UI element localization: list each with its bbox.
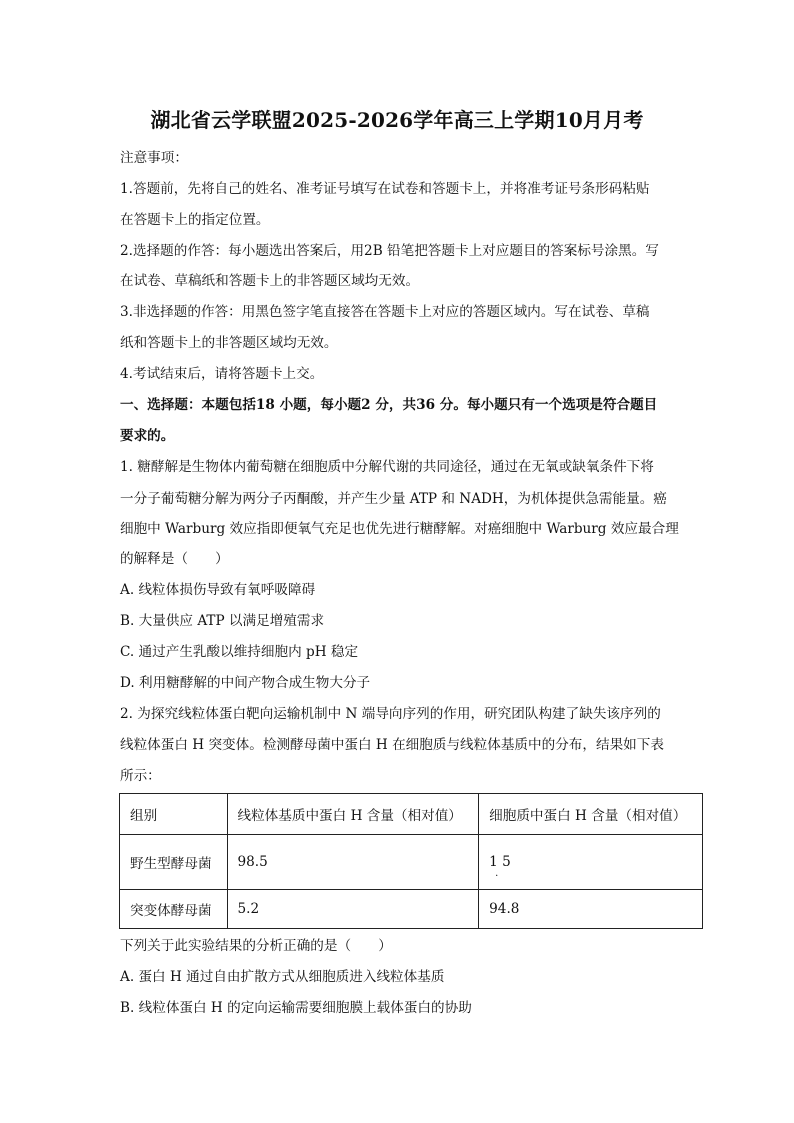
q2-option-a: A. 蛋白 H 通过自由扩散方式从细胞质进入线粒体基质: [120, 969, 445, 985]
table-row: [120, 835, 703, 890]
table-cell: 5.2: [227, 890, 479, 929]
table-row: [120, 890, 703, 929]
table-cell: 突变体酵母菌: [120, 890, 228, 929]
split-value-digits: 1 5: [489, 854, 511, 870]
notice-line: 4.考试结束后，请将答题卡上交。: [120, 366, 324, 382]
q2-stem: 2. 为探究线粒体蛋白靶向运输机制中 N 端导向序列的作用，研究团队构建了缺失该序列的: [120, 706, 661, 722]
results-table: [119, 793, 703, 929]
section-heading-cont: 要求的。: [120, 428, 175, 444]
split-value: [489, 854, 511, 879]
table-cell: 98.5: [227, 835, 479, 890]
table-cell: [479, 835, 703, 890]
q1-stem: 细胞中 Warburg 效应指即便氧气充足也优先进行糖酵解。对癌细胞中 Warburg 效应最合理: [120, 521, 679, 537]
notice-line: 2.选择题的作答：每小题选出答案后，用2B 铅笔把答题卡上对应题目的答案标号涂黑。写: [120, 243, 659, 259]
q2-stem: 线粒体蛋白 H 突变体。检测酵母菌中蛋白 H 在细胞质与线粒体基质中的分布，结果如下表: [120, 737, 664, 753]
notice-line: 纸和答题卡上的非答题区域均无效。: [120, 335, 338, 351]
table-cell: 野生型酵母菌: [120, 835, 228, 890]
split-value-dot: .: [495, 868, 499, 879]
q1-stem: 1. 糖酵解是生物体内葡萄糖在细胞质中分解代谢的共同途径，通过在无氧或缺氧条件下将: [120, 459, 654, 475]
notice-heading: 注意事项：: [120, 150, 188, 166]
table-cell: 94.8: [479, 890, 703, 929]
q1-option-a: A. 线粒体损伤导致有氧呼吸障碍: [120, 582, 316, 598]
notice-line: 在答题卡上的指定位置。: [120, 212, 270, 228]
q1-option-b: B. 大量供应 ATP 以满足增殖需求: [120, 613, 325, 629]
section-heading: 一、选择题：本题包括18 小题，每小题2 分，共36 分。每小题只有一个选项是符合题目: [120, 397, 658, 413]
q1-stem: 一分子葡萄糖分解为两分子丙酮酸，并产生少量 ATP 和 NADH，为机体提供急需能量。癌: [120, 491, 667, 507]
table-header-row: [120, 794, 703, 835]
table-header-cell: 细胞质中蛋白 H 含量（相对值）: [479, 794, 703, 835]
q2-question: 下列关于此实验结果的分析正确的是（ ）: [120, 938, 392, 954]
exam-title: 湖北省云学联盟2025-2026学年高三上学期10月月考: [150, 108, 644, 132]
q1-stem: 的解释是（ ）: [120, 551, 229, 567]
table-header-cell: 线粒体基质中蛋白 H 含量（相对值）: [227, 794, 479, 835]
notice-line: 在试卷、草稿纸和答题卡上的非答题区域均无效。: [120, 273, 420, 289]
q1-option-c: C. 通过产生乳酸以维持细胞内 pH 稳定: [120, 644, 359, 660]
q2-stem: 所示：: [120, 768, 161, 784]
notice-line: 3.非选择题的作答：用黑色签字笔直接答在答题卡上对应的答题区域内。写在试卷、草稿: [120, 304, 650, 320]
q2-option-b: B. 线粒体蛋白 H 的定向运输需要细胞膜上载体蛋白的协助: [120, 1000, 472, 1016]
notice-line: 1.答题前，先将自己的姓名、准考证号填写在试卷和答题卡上，并将准考证号条形码粘贴: [120, 181, 650, 197]
q1-option-d: D. 利用糖酵解的中间产物合成生物大分子: [120, 675, 371, 691]
table-header-cell: 组别: [120, 794, 228, 835]
